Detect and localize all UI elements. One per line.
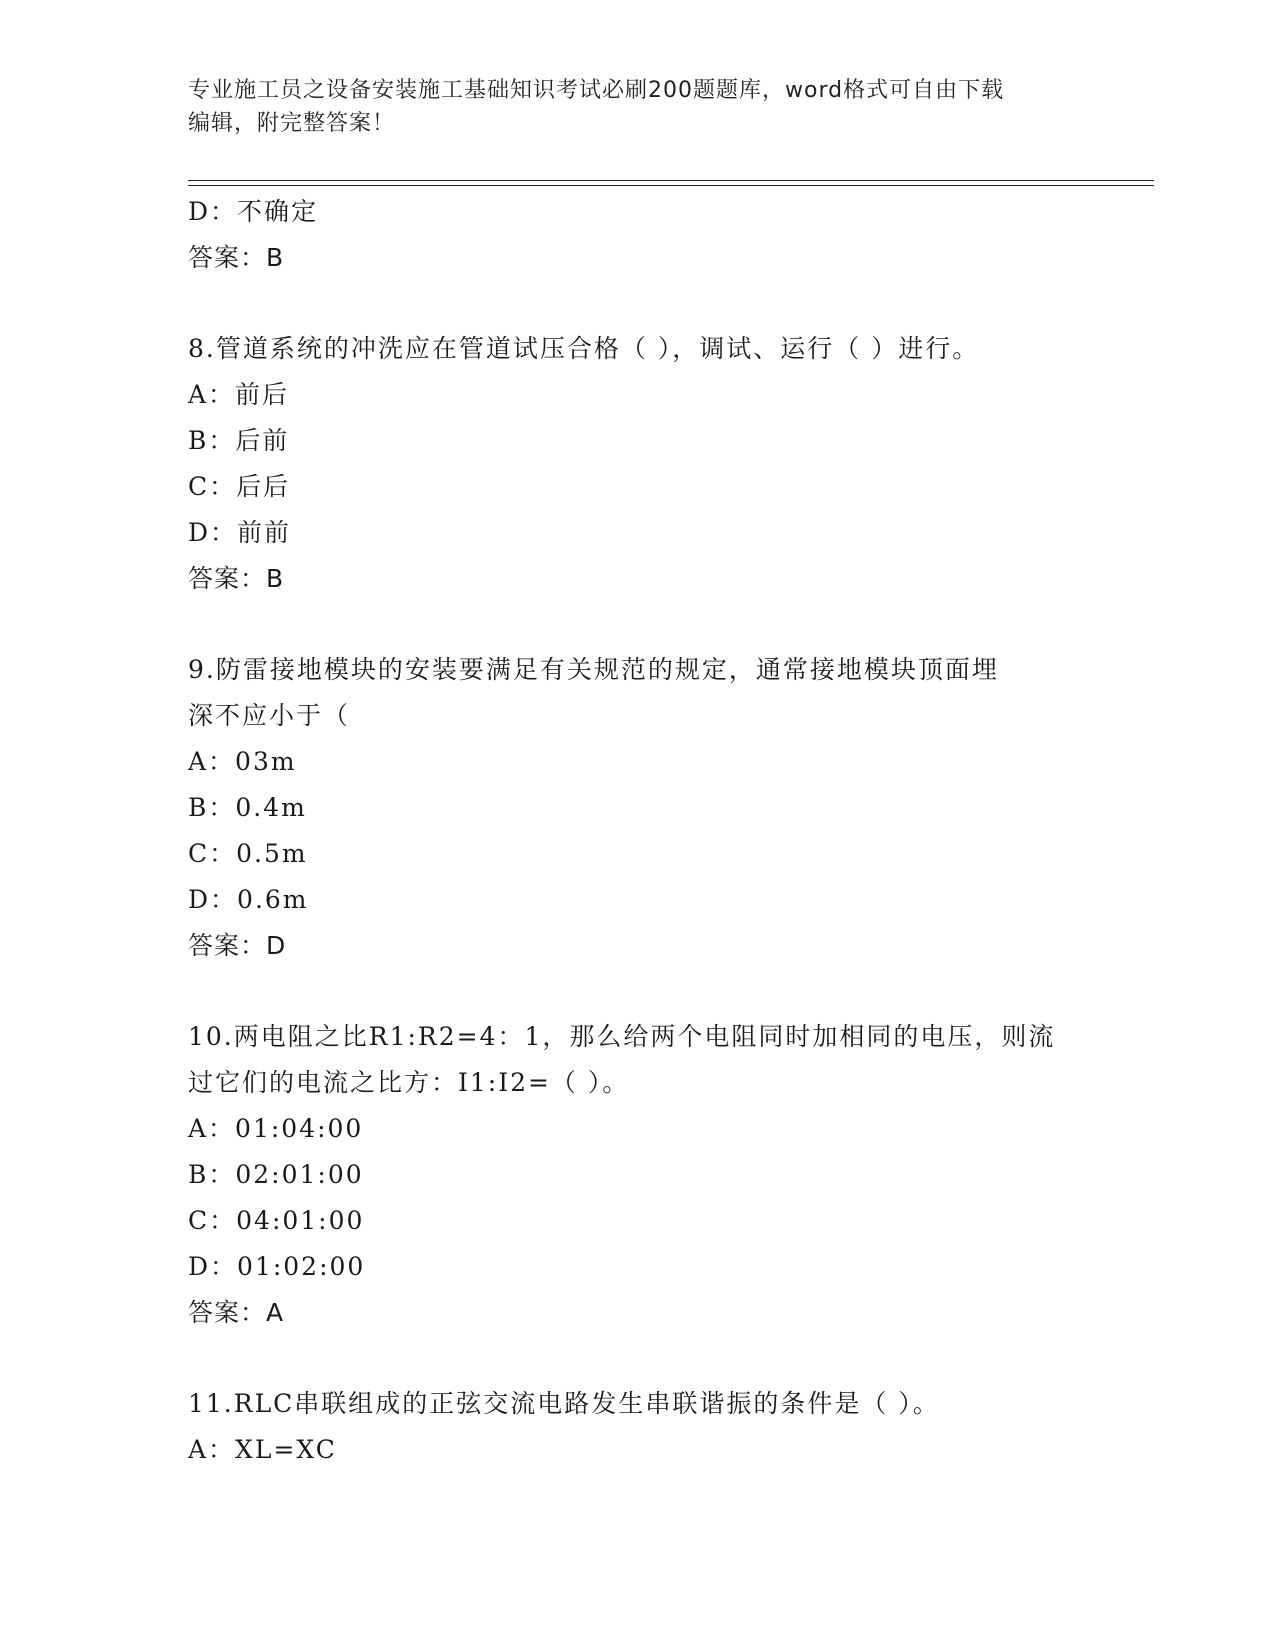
question-block-11 xyxy=(188,1381,1118,1473)
option-d: D：01:02:00 xyxy=(188,1252,366,1281)
spacer xyxy=(188,1336,1118,1381)
question-text-line-1: 9.防雷接地模块的安装要满足有关规范的规定，通常接地模块顶面埋 xyxy=(188,655,999,684)
option-c: C：0.5m xyxy=(188,839,308,868)
option-b: B：0.4m xyxy=(188,793,307,822)
answer-line: 答案：A xyxy=(188,1298,285,1327)
option-d: D：0.6m xyxy=(188,885,309,914)
option-c: C：后后 xyxy=(188,472,291,501)
header-divider-top xyxy=(188,180,1154,181)
spacer xyxy=(188,281,1118,326)
question-text-line-1: 10.两电阻之比R1:R2=4：1，那么给两个电阻同时加相同的电压，则流 xyxy=(188,1022,1056,1051)
option-a: A：前后 xyxy=(188,380,290,409)
page-header xyxy=(188,74,1088,140)
option-c: C：04:01:00 xyxy=(188,1206,365,1235)
option-a: A：XL=XC xyxy=(188,1435,337,1464)
question-block-10 xyxy=(188,1014,1118,1336)
question-text-line-2: 过它们的电流之比方：I1:I2=（ ）。 xyxy=(188,1068,630,1097)
header-divider-bottom xyxy=(188,185,1154,186)
option-b: B：02:01:00 xyxy=(188,1160,364,1189)
answer-line: 答案：D xyxy=(188,931,287,960)
option-b: B：后前 xyxy=(188,426,290,455)
header-title-line-1: 专业施工员之设备安装施工基础知识考试必刷200题题库，word格式可自由下载 xyxy=(188,78,1005,103)
question-block-8 xyxy=(188,326,1118,602)
question-block-7 xyxy=(188,189,1118,281)
option-d: D：不确定 xyxy=(188,197,319,226)
answer-line: 答案：B xyxy=(188,564,285,593)
spacer xyxy=(188,969,1118,1014)
question-text: 8.管道系统的冲洗应在管道试压合格（ ），调试、运行（ ）进行。 xyxy=(188,334,980,363)
option-d: D：前前 xyxy=(188,518,292,547)
spacer xyxy=(188,602,1118,647)
option-a: A：01:04:00 xyxy=(188,1114,364,1143)
header-title-line-2: 编辑，附完整答案！ xyxy=(188,111,396,136)
question-text: 11.RLC串联组成的正弦交流电路发生串联谐振的条件是（ ）。 xyxy=(188,1389,940,1418)
question-text-line-2: 深不应小于（ xyxy=(188,701,351,730)
answer-line: 答案：B xyxy=(188,243,285,272)
option-a: A：03m xyxy=(188,747,297,776)
document-body xyxy=(188,189,1118,1473)
question-block-9 xyxy=(188,647,1118,969)
